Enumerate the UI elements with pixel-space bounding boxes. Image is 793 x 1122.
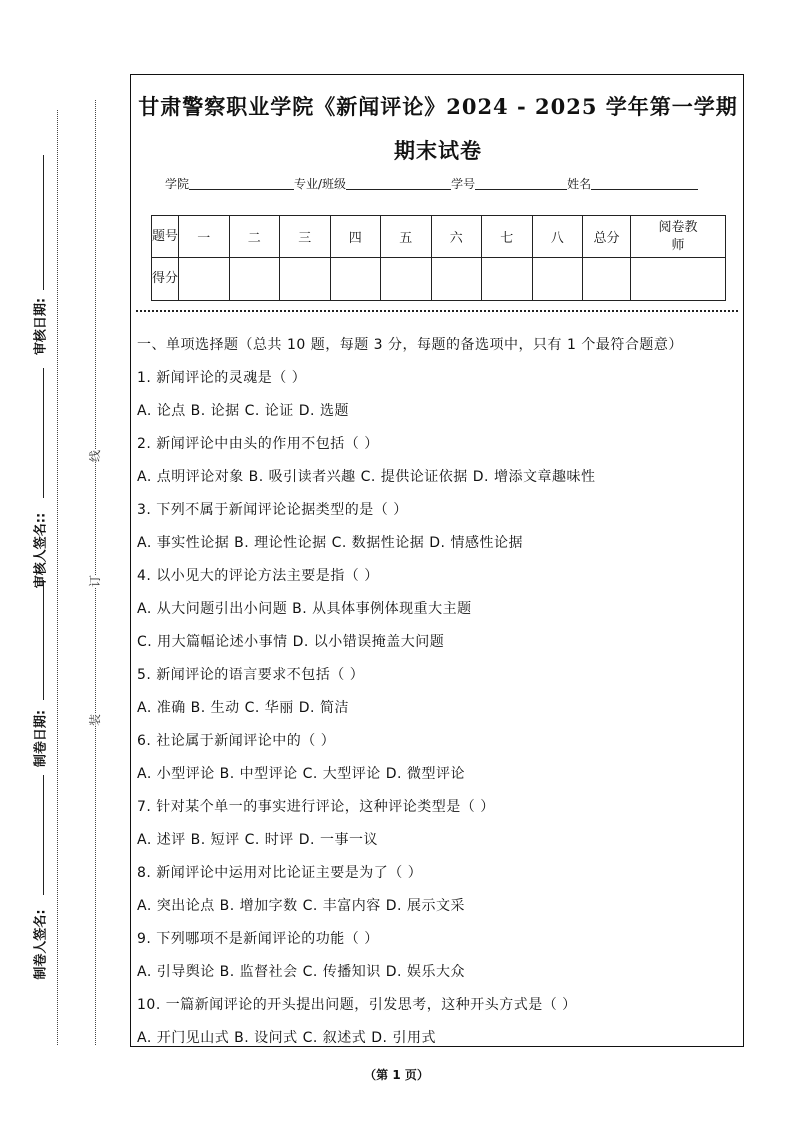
question-4: 4. 以小见大的评论方法主要是指（ ） bbox=[137, 568, 379, 584]
score-cell-grader[interactable] bbox=[631, 258, 726, 301]
options-4a: A. 从大问题引出小问题 B. 从具体事例体现重大主题 bbox=[137, 601, 472, 617]
question-number-header: 题号 bbox=[152, 216, 179, 258]
review-date-line bbox=[43, 155, 45, 290]
page-number: （第 1 页） bbox=[364, 1068, 429, 1082]
student-id-label: 学号 bbox=[451, 177, 476, 191]
question-1: 1. 新闻评论的灵魂是（ ） bbox=[137, 370, 307, 386]
score-cell-total[interactable] bbox=[583, 258, 631, 301]
score-col-8: 八 bbox=[532, 216, 583, 258]
score-col-7: 七 bbox=[482, 216, 533, 258]
binding-margin bbox=[0, 0, 128, 1122]
college-field[interactable] bbox=[189, 176, 294, 190]
score-cell[interactable] bbox=[280, 258, 331, 301]
options-7: A. 述评 B. 短评 C. 时评 D. 一事一议 bbox=[137, 832, 378, 848]
dotted-binding-line bbox=[95, 100, 96, 1045]
major-class-label: 专业/班级 bbox=[294, 177, 347, 191]
paper-maker-signature-label: 制卷人签名: bbox=[33, 909, 49, 980]
score-cell[interactable] bbox=[330, 258, 381, 301]
college-label: 学院 bbox=[165, 177, 190, 191]
score-col-total: 总分 bbox=[583, 216, 631, 258]
name-field[interactable] bbox=[591, 176, 698, 190]
major-class-field[interactable] bbox=[346, 176, 451, 190]
score-cell[interactable] bbox=[229, 258, 280, 301]
score-cell[interactable] bbox=[381, 258, 432, 301]
name-label: 姓名 bbox=[567, 177, 592, 191]
review-date-label: 审核日期: bbox=[33, 297, 49, 356]
score-col-4: 四 bbox=[330, 216, 381, 258]
question-5: 5. 新闻评论的语言要求不包括（ ） bbox=[137, 667, 365, 683]
paper-maker-signature-line bbox=[43, 775, 45, 895]
score-cell[interactable] bbox=[482, 258, 533, 301]
exam-title: 甘肃警察职业学院《新闻评论》2024 - 2025 学年第一学期期末试卷 bbox=[138, 94, 738, 163]
question-6: 6. 社论属于新闻评论中的（ ） bbox=[137, 733, 336, 749]
options-5: A. 准确 B. 生动 C. 华丽 D. 简洁 bbox=[137, 700, 349, 716]
score-col-5: 五 bbox=[381, 216, 432, 258]
question-section bbox=[137, 329, 741, 1055]
exam-page bbox=[130, 74, 744, 1047]
score-cell[interactable] bbox=[179, 258, 230, 301]
score-col-2: 二 bbox=[229, 216, 280, 258]
score-value-row bbox=[152, 258, 726, 301]
score-table bbox=[151, 215, 726, 301]
score-header-row bbox=[152, 216, 726, 258]
binding-mark-staple: 订 bbox=[88, 574, 103, 588]
section-divider bbox=[136, 310, 738, 312]
binding-mark-bind: 装 bbox=[88, 713, 103, 727]
question-3: 3. 下列不属于新闻评论论据类型的是（ ） bbox=[137, 502, 408, 518]
score-col-grader: 阅卷教师 bbox=[631, 216, 726, 258]
question-7: 7. 针对某个单一的事实进行评论，这种评论类型是（ ） bbox=[137, 799, 495, 815]
options-1: A. 论点 B. 论据 C. 论证 D. 选题 bbox=[137, 403, 349, 419]
score-cell[interactable] bbox=[431, 258, 482, 301]
options-3: A. 事实性论据 B. 理论性论据 C. 数据性论据 D. 情感性论据 bbox=[137, 535, 523, 551]
paper-date-line bbox=[43, 580, 45, 700]
score-col-3: 三 bbox=[280, 216, 331, 258]
options-6: A. 小型评论 B. 中型评论 C. 大型评论 D. 微型评论 bbox=[137, 766, 465, 782]
options-4b: C. 用大篇幅论述小事情 D. 以小错误掩盖大问题 bbox=[137, 634, 445, 650]
score-col-1: 一 bbox=[179, 216, 230, 258]
student-info-row bbox=[165, 175, 698, 192]
score-row-label: 得分 bbox=[152, 258, 179, 301]
score-cell[interactable] bbox=[532, 258, 583, 301]
question-9: 9. 下列哪项不是新闻评论的功能（ ） bbox=[137, 931, 379, 947]
score-col-6: 六 bbox=[431, 216, 482, 258]
options-8: A. 突出论点 B. 增加字数 C. 丰富内容 D. 展示文采 bbox=[137, 898, 465, 914]
question-10: 10. 一篇新闻评论的开头提出问题，引发思考，这种开头方式是（ ） bbox=[137, 997, 577, 1013]
reviewer-signature-label: 审核人签名:: bbox=[33, 512, 49, 589]
binding-mark-line: 线 bbox=[88, 449, 103, 463]
question-2: 2. 新闻评论中由头的作用不包括（ ） bbox=[137, 436, 379, 452]
options-10: A. 开门见山式 B. 设问式 C. 叙述式 D. 引用式 bbox=[137, 1030, 436, 1046]
options-9: A. 引导舆论 B. 监督社会 C. 传播知识 D. 娱乐大众 bbox=[137, 964, 465, 980]
section-heading: 一、单项选择题（总共 10 题，每题 3 分，每题的备选项中，只有 1 个最符合题意） bbox=[137, 337, 683, 353]
paper-date-label: 制卷日期: bbox=[33, 709, 49, 768]
reviewer-signature-line bbox=[43, 368, 45, 498]
dotted-margin-line-outer bbox=[57, 110, 58, 1045]
student-id-field[interactable] bbox=[475, 176, 567, 190]
options-2: A. 点明评论对象 B. 吸引读者兴趣 C. 提供论证依据 D. 增添文章趣味性 bbox=[137, 469, 596, 485]
question-8: 8. 新闻评论中运用对比论证主要是为了（ ） bbox=[137, 865, 423, 881]
